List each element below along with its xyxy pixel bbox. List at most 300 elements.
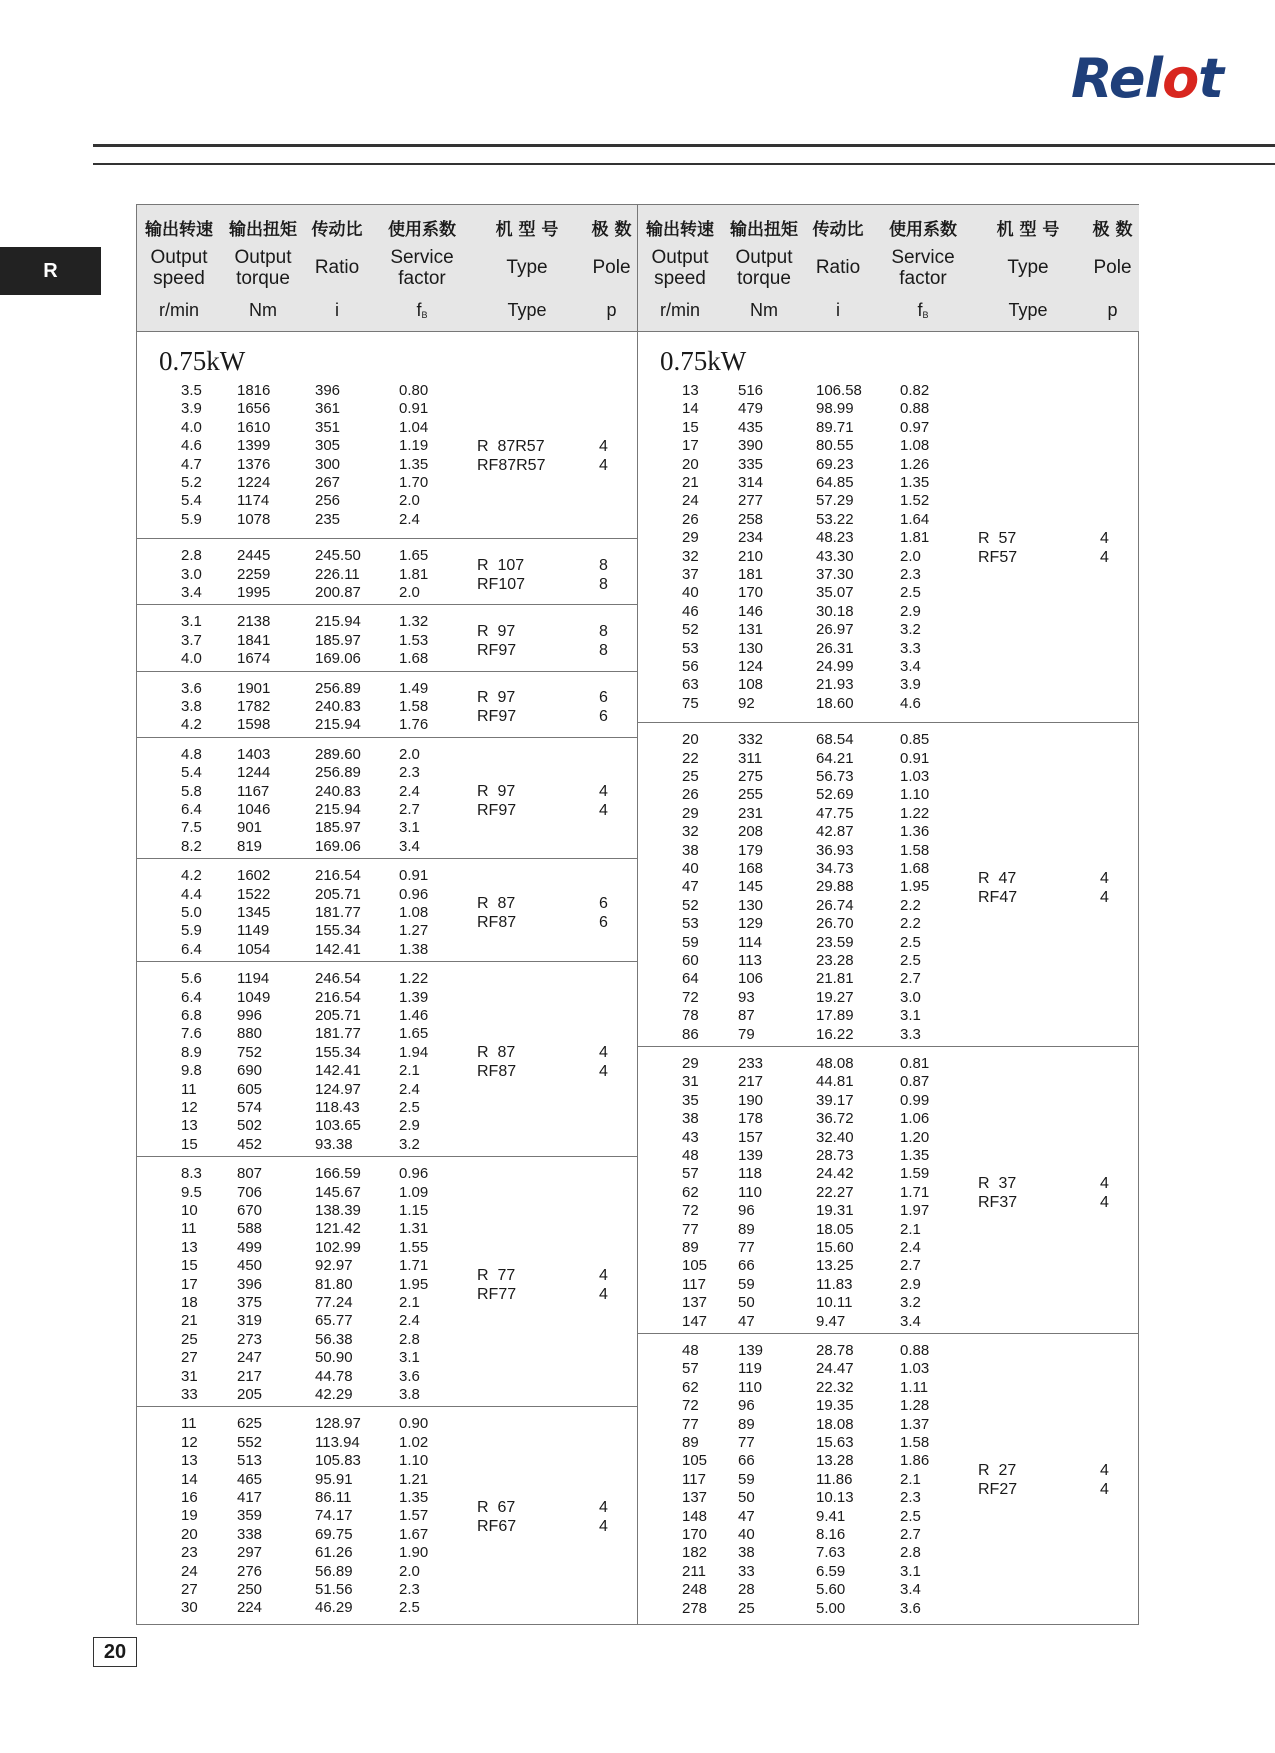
- table-row: [137, 400, 637, 418]
- cell-ratio: 18.05: [816, 1220, 854, 1238]
- cell-torque: 276: [237, 1562, 263, 1580]
- cell-speed: 12: [181, 1098, 198, 1116]
- cell-speed: 3.7: [181, 631, 202, 649]
- cell-ratio: 23.28: [816, 951, 854, 969]
- table-row: [137, 970, 637, 988]
- cell-factor: 0.96: [399, 885, 429, 903]
- table-row: [638, 1184, 1139, 1202]
- cell-ratio: 26.31: [816, 639, 854, 657]
- cell-torque: 47: [738, 1312, 755, 1330]
- header-cell: [970, 205, 1086, 331]
- cell-ratio: 102.99: [315, 1238, 361, 1256]
- cell-torque: 513: [237, 1452, 263, 1470]
- cell-factor: 2.1: [399, 1293, 420, 1311]
- table-row: [638, 1581, 1139, 1599]
- cell-factor: 0.82: [900, 382, 930, 399]
- cell-ratio: 44.81: [816, 1073, 854, 1091]
- table-row: [638, 878, 1139, 896]
- cell-torque: 50: [738, 1489, 755, 1507]
- cell-speed: 8.2: [181, 837, 202, 855]
- cell-speed: 15: [181, 1257, 198, 1275]
- cell-torque: 297: [237, 1544, 263, 1562]
- cell-factor: 0.91: [399, 400, 429, 418]
- cell-speed: 6.4: [181, 988, 202, 1006]
- table-row: [638, 1092, 1139, 1110]
- cell-speed: 3.1: [181, 613, 202, 631]
- cell-torque: 139: [738, 1342, 764, 1359]
- header-unit: Nm: [249, 300, 277, 320]
- cell-speed: 4.7: [181, 455, 202, 473]
- cell-factor: 1.09: [399, 1183, 429, 1201]
- cell-ratio: 24.99: [816, 658, 854, 675]
- cell-factor: 0.91: [900, 749, 930, 767]
- cell-ratio: 105.83: [315, 1452, 361, 1470]
- table-row: [137, 1386, 637, 1404]
- cell-factor: 2.0: [399, 745, 420, 763]
- cell-ratio: 18.08: [816, 1415, 854, 1433]
- cell-ratio: 106.58: [816, 382, 862, 399]
- cell-speed: 13: [181, 1117, 198, 1135]
- cell-torque: 314: [738, 474, 764, 491]
- cell-factor: 1.90: [399, 1544, 429, 1562]
- header-cn: 极 数: [1092, 220, 1133, 240]
- cell-factor: 0.99: [900, 1091, 930, 1109]
- cell-ratio: 155.34: [315, 922, 361, 940]
- cell-ratio: 121.42: [315, 1220, 361, 1238]
- cell-torque: 130: [738, 896, 764, 914]
- cell-speed: 17: [181, 1275, 198, 1293]
- cell-ratio: 11.83: [816, 1275, 853, 1293]
- table-row: [638, 437, 1139, 455]
- table-row: [638, 566, 1139, 584]
- cell-speed: 32: [682, 547, 699, 565]
- cell-factor: 2.5: [900, 584, 921, 602]
- cell-torque: 131: [738, 621, 764, 639]
- cell-torque: 552: [237, 1433, 263, 1451]
- header-cn: 使用系数: [388, 220, 456, 240]
- cell-ratio: 64.85: [816, 474, 854, 491]
- cell-ratio: 53.22: [816, 510, 854, 528]
- table-row: [638, 1544, 1139, 1562]
- cell-speed: 26: [682, 786, 699, 804]
- cell-ratio: 16.22: [816, 1025, 854, 1043]
- cell-factor: 1.19: [399, 437, 429, 455]
- cell-ratio: 68.54: [816, 731, 854, 749]
- header-cn: 输出转速: [646, 220, 714, 240]
- cell-factor: 2.3: [900, 1489, 921, 1507]
- table-header: [137, 205, 637, 332]
- cell-factor: 1.22: [399, 970, 429, 988]
- cell-speed: 59: [682, 933, 699, 951]
- table-row: [137, 437, 637, 455]
- cell-factor: 1.35: [399, 455, 429, 473]
- cell-torque: 625: [237, 1415, 263, 1433]
- table-row: [137, 1202, 637, 1220]
- cell-torque: 516: [738, 382, 764, 399]
- cell-speed: 23: [181, 1544, 198, 1562]
- header-cn: 传动比: [812, 220, 864, 240]
- cell-factor: 0.96: [399, 1165, 429, 1183]
- cell-ratio: 21.93: [816, 676, 854, 694]
- header-en: Service factor: [390, 247, 454, 289]
- table-row: [137, 716, 637, 734]
- table-row: [137, 1276, 637, 1294]
- header-unit: r/min: [660, 300, 700, 320]
- cell-torque: 465: [237, 1470, 263, 1488]
- cell-torque: 234: [738, 529, 764, 547]
- cell-speed: 248: [682, 1581, 708, 1599]
- cell-ratio: 166.59: [315, 1165, 361, 1183]
- header-en: Output torque: [234, 247, 292, 289]
- table-row: [137, 1349, 637, 1367]
- cell-ratio: 240.83: [315, 697, 361, 715]
- cell-ratio: 13.25: [816, 1257, 854, 1275]
- gear-type: R 37 RF37: [978, 1175, 1018, 1211]
- header-cn: 机 型 号: [996, 220, 1060, 240]
- cell-ratio: 36.93: [816, 841, 854, 859]
- cell-speed: 38: [682, 1110, 699, 1128]
- header-cn: 输出转速: [145, 220, 213, 240]
- cell-speed: 33: [181, 1385, 198, 1403]
- table-row: [638, 731, 1139, 749]
- cell-speed: 31: [682, 1073, 699, 1091]
- cell-speed: 31: [181, 1367, 198, 1385]
- cell-speed: 29: [682, 529, 699, 547]
- cell-factor: 3.3: [900, 639, 921, 657]
- cell-ratio: 77.24: [315, 1293, 353, 1311]
- table-row: [638, 584, 1139, 602]
- cell-factor: 2.3: [399, 1580, 420, 1598]
- cell-torque: 77: [738, 1239, 755, 1256]
- cell-ratio: 34.73: [816, 859, 854, 877]
- table-row: [638, 1313, 1139, 1331]
- cell-speed: 5.0: [181, 903, 202, 921]
- cell-torque: 574: [237, 1098, 263, 1116]
- cell-torque: 25: [738, 1599, 755, 1617]
- cell-factor: 1.81: [399, 565, 429, 583]
- cell-speed: 27: [181, 1580, 198, 1598]
- cell-ratio: 216.54: [315, 988, 361, 1006]
- cell-torque: 1674: [237, 650, 271, 668]
- cell-torque: 1598: [237, 716, 271, 734]
- cell-factor: 2.7: [399, 800, 420, 818]
- table-row: [638, 1007, 1139, 1025]
- cell-speed: 20: [682, 731, 699, 749]
- gear-type: R 77 RF77: [477, 1266, 517, 1303]
- cell-ratio: 86.11: [315, 1488, 352, 1506]
- cell-factor: 2.1: [399, 1062, 420, 1080]
- table-row: [137, 1507, 637, 1525]
- cell-speed: 137: [682, 1489, 708, 1507]
- cell-factor: 0.97: [900, 418, 930, 436]
- cell-speed: 25: [181, 1330, 198, 1348]
- cell-factor: 1.35: [900, 1147, 930, 1164]
- cell-factor: 0.81: [900, 1055, 930, 1072]
- cell-speed: 21: [181, 1312, 198, 1330]
- cell-factor: 1.70: [399, 474, 429, 491]
- table-row: [638, 1073, 1139, 1091]
- cell-speed: 105: [682, 1452, 708, 1470]
- cell-factor: 1.76: [399, 716, 429, 734]
- cell-ratio: 245.50: [315, 547, 361, 565]
- header-cell: [299, 205, 375, 331]
- header-cell: [375, 205, 469, 331]
- cell-ratio: 65.77: [315, 1312, 353, 1330]
- cell-speed: 3.0: [181, 565, 202, 583]
- cell-torque: 110: [738, 1378, 762, 1396]
- cell-ratio: 103.65: [315, 1117, 361, 1135]
- cell-speed: 3.9: [181, 400, 202, 418]
- table-row: [638, 548, 1139, 566]
- table-row: [137, 1563, 637, 1581]
- cell-ratio: 185.97: [315, 819, 361, 837]
- cell-torque: 110: [738, 1183, 762, 1201]
- cell-torque: 1782: [237, 697, 271, 715]
- cell-torque: 435: [738, 418, 764, 436]
- table-row: [137, 1239, 637, 1257]
- header-en: Output speed: [150, 247, 208, 289]
- cell-ratio: 13.28: [816, 1452, 854, 1470]
- cell-ratio: 142.41: [315, 1062, 361, 1080]
- table-row: [137, 1452, 637, 1470]
- table-row: [137, 1062, 637, 1080]
- cell-torque: 130: [738, 639, 764, 657]
- header-en: Ratio: [815, 257, 861, 278]
- table-row: [137, 1526, 637, 1544]
- cell-speed: 11: [181, 1220, 197, 1238]
- header-cn: 机 型 号: [495, 220, 559, 240]
- cell-factor: 3.1: [900, 1562, 921, 1580]
- cell-torque: 1054: [237, 940, 271, 958]
- cell-ratio: 42.29: [315, 1385, 353, 1403]
- cell-ratio: 43.30: [816, 547, 854, 565]
- cell-factor: 3.2: [900, 621, 921, 639]
- cell-ratio: 47.75: [816, 804, 854, 822]
- table-row: [137, 1257, 637, 1275]
- cell-factor: 1.32: [399, 613, 429, 631]
- cell-torque: 114: [738, 933, 762, 951]
- cell-torque: 1816: [237, 382, 271, 399]
- cell-torque: 40: [738, 1526, 755, 1543]
- table-row: [638, 1489, 1139, 1507]
- cell-torque: 1522: [237, 885, 271, 903]
- performance-table: [136, 204, 1139, 1625]
- gear-group: [137, 1406, 637, 1620]
- cell-factor: 3.1: [399, 819, 420, 837]
- cell-ratio: 11.86: [816, 1470, 853, 1488]
- cell-ratio: 185.97: [315, 631, 361, 649]
- cell-speed: 17: [682, 437, 699, 455]
- cell-speed: 21: [682, 474, 699, 491]
- cell-speed: 20: [682, 455, 699, 473]
- cell-factor: 1.35: [399, 1488, 429, 1506]
- power-rating: 0.75kW: [159, 346, 246, 376]
- table-row: [137, 941, 637, 959]
- cell-ratio: 98.99: [816, 400, 854, 418]
- cell-speed: 117: [682, 1470, 706, 1488]
- cell-torque: 311: [738, 749, 762, 767]
- cell-factor: 1.26: [900, 455, 930, 473]
- header-cell: [638, 205, 722, 331]
- cell-ratio: 215.94: [315, 716, 361, 734]
- cell-ratio: 396: [315, 382, 341, 399]
- cell-ratio: 142.41: [315, 940, 361, 958]
- cell-speed: 2.8: [181, 547, 202, 565]
- table-row: [638, 952, 1139, 970]
- cell-factor: 0.90: [399, 1415, 429, 1433]
- cell-speed: 4.2: [181, 716, 202, 734]
- cell-speed: 60: [682, 951, 699, 969]
- cell-torque: 335: [738, 455, 764, 473]
- header-en: Ratio: [314, 257, 360, 278]
- cell-factor: 3.4: [900, 1312, 921, 1330]
- table-row: [638, 1379, 1139, 1397]
- cell-ratio: 181.77: [315, 903, 361, 921]
- cell-ratio: 145.67: [315, 1183, 361, 1201]
- cell-factor: 1.71: [399, 1257, 429, 1275]
- cell-factor: 2.8: [900, 1544, 921, 1562]
- cell-speed: 37: [682, 566, 699, 583]
- header-unit: i: [836, 300, 840, 320]
- cell-ratio: 128.97: [315, 1415, 361, 1433]
- cell-ratio: 256.89: [315, 679, 361, 697]
- cell-speed: 7.5: [181, 819, 202, 837]
- header-cn: 使用系数: [889, 220, 957, 240]
- cell-factor: 1.49: [399, 679, 429, 697]
- cell-factor: 2.7: [900, 1257, 921, 1275]
- table-row: [137, 886, 637, 904]
- header-en: Pole: [1093, 257, 1132, 278]
- cell-speed: 14: [181, 1470, 198, 1488]
- gear-type: R 97 RF97: [477, 782, 517, 819]
- cell-ratio: 361: [315, 400, 341, 418]
- cell-factor: 2.7: [900, 1526, 921, 1543]
- cell-factor: 3.6: [900, 1599, 921, 1617]
- cell-ratio: 26.70: [816, 915, 854, 933]
- cell-ratio: 93.38: [315, 1135, 353, 1153]
- cell-speed: 6.4: [181, 940, 202, 958]
- cell-torque: 819: [237, 837, 263, 855]
- cell-ratio: 155.34: [315, 1043, 361, 1061]
- cell-torque: 210: [738, 547, 764, 565]
- cell-torque: 28: [738, 1581, 755, 1599]
- table-row: [137, 698, 637, 716]
- cell-factor: 2.3: [399, 764, 420, 782]
- table-row: [638, 1026, 1139, 1044]
- cell-torque: 50: [738, 1294, 755, 1312]
- table-row: [137, 492, 637, 510]
- cell-torque: 92: [738, 694, 755, 712]
- cell-factor: 1.03: [900, 767, 930, 785]
- cell-ratio: 289.60: [315, 745, 361, 763]
- cell-factor: 2.9: [900, 1275, 921, 1293]
- cell-speed: 52: [682, 621, 699, 639]
- table-row: [638, 1526, 1139, 1544]
- cell-torque: 588: [237, 1220, 263, 1238]
- table-row: [638, 1294, 1139, 1312]
- gear-type: R 27 RF27: [978, 1462, 1018, 1498]
- cell-factor: 3.8: [399, 1385, 420, 1403]
- table-row: [638, 750, 1139, 768]
- cell-ratio: 216.54: [315, 867, 361, 885]
- gear-pole: 6 6: [599, 895, 608, 932]
- cell-torque: 319: [237, 1312, 263, 1330]
- table-row: [638, 621, 1139, 639]
- cell-torque: 670: [237, 1201, 263, 1219]
- table-row: [137, 904, 637, 922]
- cell-factor: 1.39: [399, 988, 429, 1006]
- header-unit: p: [606, 300, 617, 320]
- cell-factor: 1.35: [900, 474, 930, 491]
- table-row: [638, 1257, 1139, 1275]
- cell-factor: 2.8: [399, 1330, 420, 1348]
- table-row: [638, 1147, 1139, 1165]
- cell-factor: 2.9: [900, 602, 921, 620]
- table-row: [137, 1007, 637, 1025]
- cell-torque: 89: [738, 1415, 755, 1433]
- cell-factor: 1.03: [900, 1360, 930, 1378]
- cell-factor: 1.38: [399, 940, 429, 958]
- cell-speed: 72: [682, 1202, 699, 1220]
- table-row: [137, 801, 637, 819]
- cell-ratio: 6.59: [816, 1562, 846, 1580]
- cell-torque: 224: [237, 1599, 263, 1617]
- cell-torque: 33: [738, 1562, 755, 1580]
- cell-ratio: 48.23: [816, 529, 854, 547]
- cell-ratio: 30.18: [816, 602, 854, 620]
- cell-ratio: 8.16: [816, 1526, 846, 1543]
- cell-torque: 375: [237, 1293, 263, 1311]
- cell-speed: 57: [682, 1165, 699, 1183]
- cell-speed: 38: [682, 841, 699, 859]
- table-row: [638, 823, 1139, 841]
- cell-torque: 168: [738, 859, 764, 877]
- cell-ratio: 36.72: [816, 1110, 854, 1128]
- cell-speed: 53: [682, 915, 699, 933]
- cell-factor: 1.65: [399, 1025, 429, 1043]
- cell-factor: 1.10: [900, 786, 930, 804]
- cell-factor: 1.10: [399, 1452, 429, 1470]
- cell-speed: 40: [682, 859, 699, 877]
- cell-ratio: 246.54: [315, 970, 361, 988]
- cell-ratio: 7.63: [816, 1544, 846, 1562]
- cell-factor: 2.5: [399, 1599, 420, 1617]
- table-row: [137, 764, 637, 782]
- cell-torque: 170: [738, 584, 764, 602]
- table-row: [638, 970, 1139, 988]
- cell-torque: 66: [738, 1452, 755, 1470]
- cell-factor: 2.4: [399, 1080, 420, 1098]
- cell-ratio: 215.94: [315, 613, 361, 631]
- gear-type: R 87 RF87: [477, 1044, 517, 1081]
- cell-ratio: 10.13: [816, 1489, 854, 1507]
- cell-factor: 3.0: [900, 988, 921, 1006]
- cell-factor: 1.31: [399, 1220, 429, 1238]
- cell-torque: 77: [738, 1434, 755, 1451]
- cell-factor: 1.20: [900, 1128, 930, 1146]
- cell-speed: 75: [682, 694, 699, 712]
- cell-factor: 2.4: [399, 510, 420, 528]
- cell-torque: 231: [738, 804, 764, 822]
- table-row: [137, 680, 637, 698]
- cell-torque: 2138: [237, 613, 271, 631]
- table-row: [137, 838, 637, 856]
- gear-pole: 4 4: [1100, 529, 1109, 566]
- cell-speed: 3.4: [181, 583, 202, 601]
- table-row: [137, 1544, 637, 1562]
- table-row: [638, 511, 1139, 529]
- header-en: Output torque: [735, 247, 793, 289]
